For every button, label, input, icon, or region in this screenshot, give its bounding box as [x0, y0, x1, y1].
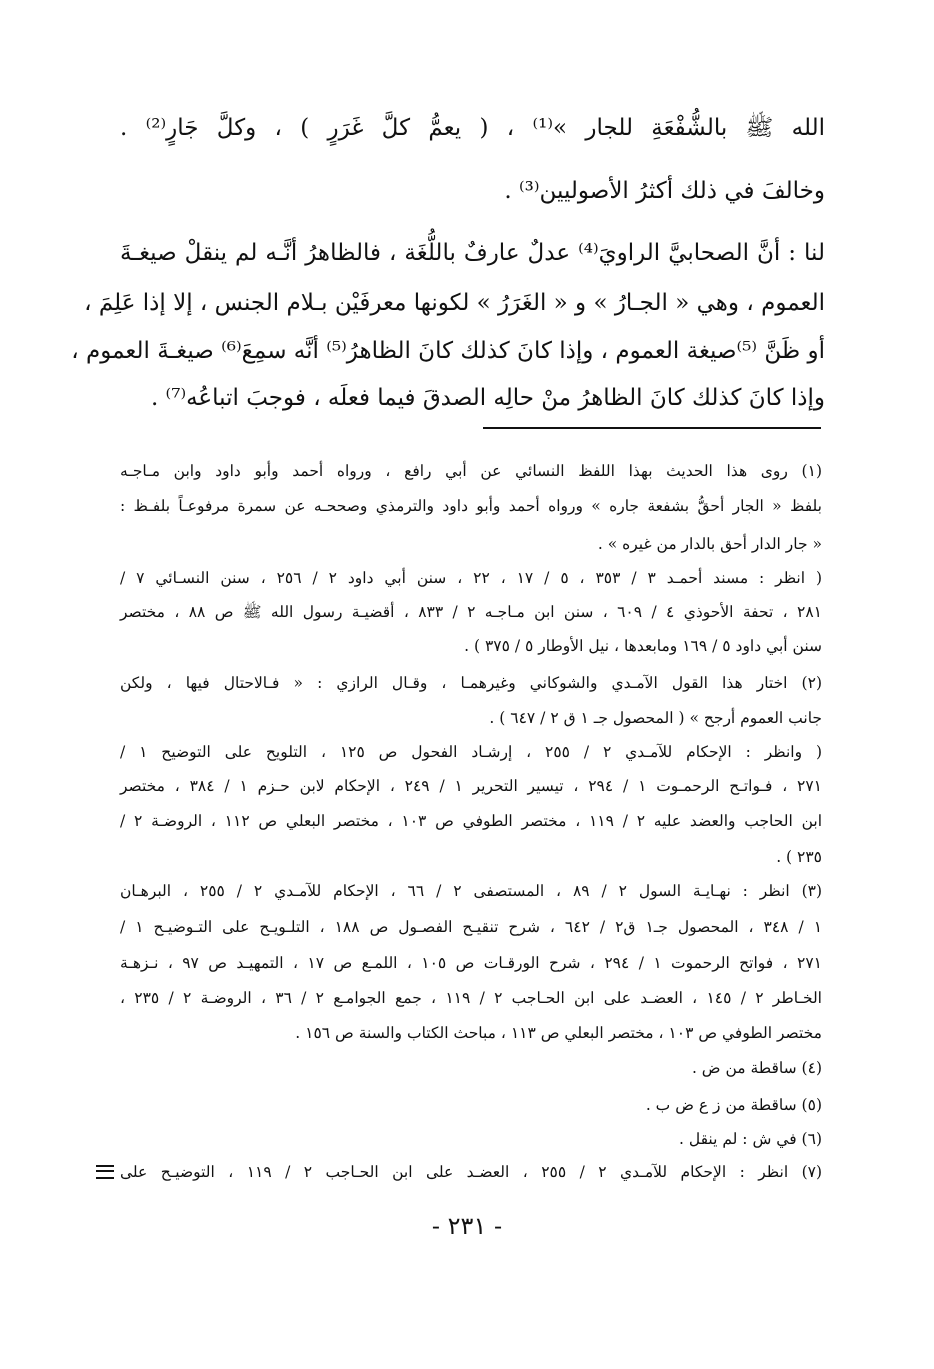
main-text-line-6: وإذا كانَ كذلك كانَ الظاهرُ منْ حالِه الصدقَ فيما فعلَه ، فوجبَ اتباعُه⁽⁷⁾ . — [150, 385, 825, 411]
continuation-mark — [96, 1165, 114, 1179]
footnote-line: مختصر الطوفي ص ١٠٣ ، مختصر البعلي ص ١١٣ ، مباحث الكتاب والسنة ص ١٥٦ . — [295, 1024, 822, 1042]
main-text-line-2: وخالفَ في ذلك أكثرُ الأصوليين⁽³⁾ . — [504, 178, 825, 204]
footnote-line: ( انظر : مسند أحمـد ٣ / ٣٥٣ ، ٥ / ١٧ ، ٢٢ ، سنن أبي داود ٢ / ٢٥٦ ، سنن النسـائي ٧ / — [120, 569, 823, 587]
footnote-line: ٢٣٥ ) . — [776, 848, 822, 866]
footnote-line: (٥) ساقطة من ز ع ض ب . — [645, 1096, 822, 1114]
footnote-line: ( وانظر : الإحكام للآمـدي ٢ / ٢٥٥ ، إرشـاد الفحول ص ١٢٥ ، التلويح على التوضيح ١ / — [120, 743, 822, 761]
footnote-line: (٣) انظر : نهـايـة السول ٢ / ٨٩ ، المستصفى ٢ / ٦٦ ، الإحكام للآمـدي ٢ / ٢٥٥ ، البرهـان — [120, 882, 823, 900]
footnote-line: بلفظ « الجار أحقُّ بشفعة جاره » ورواه أحمد وأبو داود والترمذي وصححـه عن سمرة مرفوعـاً بلفـظ : — [120, 497, 822, 515]
page-number: - ٢٣١ - — [431, 1212, 503, 1240]
main-text-line-3: لنا : أنَّ الصحابيَّ الراويَ⁽⁴⁾ عدلٌ عارفٌ باللُّغَة ، فالظاهرُ أنَّـه لم ينقلْ صيغـةَ — [120, 240, 825, 266]
main-text-line-4: العموم ، وهي « الجـارُ » و « الغَرَرُ » لكونها معرفَيْن بـلام الجنس ، إلا إذا عَلِمَ ، — [84, 290, 825, 316]
footnote-line: جانب العموم أرجح » ( المحصول جـ ١ ق ٢ / ٦٤٧ ) . — [489, 709, 822, 727]
footnote-line: ٢٨١ ، تحفة الأحوذي ٤ / ٦٠٩ ، سنن ابن مـاجـه ٢ / ٨٣٣ ، أقضيـة رسول الله ﷺ ص ٨٨ ، مختصر — [120, 603, 823, 621]
footnote-line: ٢٧١ ، فواتح الرحموت ١ / ٢٩٤ ، شرح الورقـات ص ١٠٥ ، اللمـع ص ١٧ ، التمهيـد ص ٩٧ ، نـزهـة — [120, 954, 822, 972]
footnote-line: (٢) اختار هذا القول الآمـدي والشوكاني وغيرهمـا ، وقـال الرازي : « فـالاحتال فيها ، ولكن — [120, 674, 822, 692]
footnote-separator — [483, 427, 821, 429]
footnote-line: (٧) انظر : الإحكام للآمـدي ٢ / ٢٥٥ ، العضـد على ابن الحـاجب ٢ / ١١٩ ، التوضيـح على — [120, 1163, 823, 1181]
footnote-line: « جار الدار أحق بالدار من غيره » . — [597, 535, 822, 553]
footnote-line: ١ / ٣٤٨ ، المحصول جـ١ ق٢ / ٦٤٢ ، شرح تنقيـح الفصـول ص ١٨٨ ، التلـويـح على التـوضيـح ١ / — [120, 918, 823, 936]
main-text-line-1: الله ﷺ بالشُّفْعَةِ للجار »⁽¹⁾ ، ( يعمُّ كلَّ غَرَرٍ ) ، وكلَّ جَارٍ⁽²⁾ . — [120, 115, 825, 141]
footnote-line: (٤) ساقطة من ض . — [691, 1059, 822, 1077]
footnote-line: سنن أبي داود ٥ / ١٦٩ ومابعدها ، نيل الأوطار ٥ / ٣٧٥ ) . — [464, 637, 822, 655]
footnote-line: (١) روى هذا الحديث بهذا اللفظ النسائي عن أبي رافع ، ورواه أحمد وأبو داود وابن مـاجـه — [120, 462, 822, 480]
footnote-line: ابن الحاجب والعضد عليه ٢ / ١١٩ ، مختصر الطوفي ص ١٠٣ ، مختصر البعلي ص ١١٢ ، الروضـة ٢ / — [120, 812, 822, 830]
footnote-line: (٦) في ش : لم ينقل . — [678, 1130, 822, 1148]
footnote-line: الخـاطر ٢ / ١٤٥ ، العضـد على ابن الحـاجب ٢ / ١١٩ ، جمع الجوامـع ٢ / ٣٦ ، الروضـة ٢ / ٢٣٥ ، — [120, 989, 822, 1007]
footnote-line: ٢٧١ ، فـواتـح الرحمـوت ١ / ٢٩٤ ، تيسير التحرير ١ / ٢٤٩ ، الإحكام لابن حـزم ١ / ٣٨٤ ، مختصر — [120, 777, 823, 795]
main-text-line-5: أو ظَنَّ ⁽⁵⁾صيغة العموم ، وإذا كانَ كذلك كانَ الظاهرُ⁽⁵⁾ أنَّه سمِعَ⁽⁶⁾ صيغـةَ العموم ، — [71, 338, 825, 364]
